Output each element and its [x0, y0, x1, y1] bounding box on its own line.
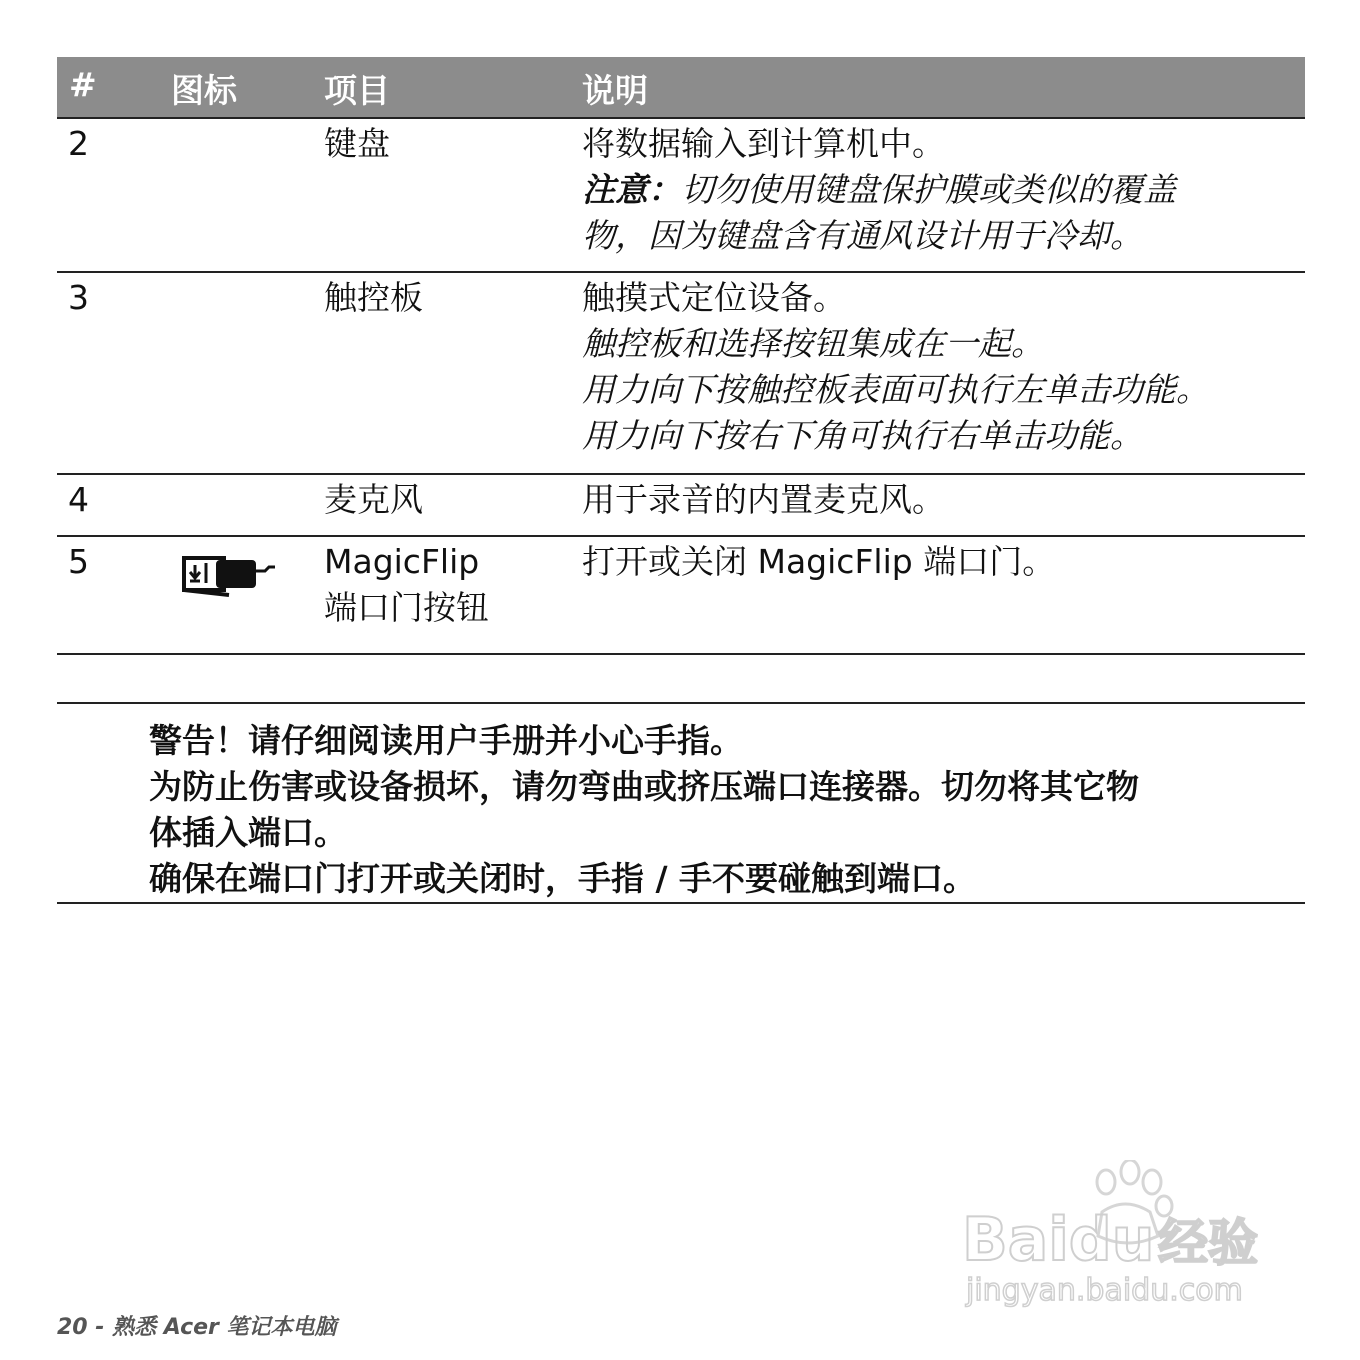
row-description — [582, 539, 1302, 585]
footer-title: 熟悉 Acer 笔记本电脑 — [112, 1315, 337, 1340]
description-italic-line: 物，因为键盘含有通风设计用于冷却。 — [582, 216, 1143, 255]
spec-table — [57, 57, 1305, 655]
description-line: 触摸式定位设备。 — [582, 278, 846, 317]
description-note-line — [582, 167, 1302, 213]
item-line: 键盘 — [324, 124, 390, 163]
description-line: 打开或关闭 MagicFlip 端口门。 — [582, 542, 1056, 581]
row-number: 3 — [68, 278, 89, 317]
table-row — [57, 119, 1305, 273]
header-num: # — [69, 65, 97, 104]
item-line: 触控板 — [324, 278, 423, 317]
warning-line: 警告！请仔细阅读用户手册并小心手指。 — [149, 721, 743, 760]
baidu-watermark — [960, 1160, 1280, 1310]
row-description — [582, 275, 1302, 459]
row-number: 4 — [68, 480, 89, 519]
table-row — [57, 273, 1305, 475]
row-item — [324, 539, 489, 631]
watermark-url: jingyan.baidu.com — [966, 1273, 1243, 1308]
warning-line: 确保在端口门打开或关闭时，手指 / 手不要碰触到端口。 — [149, 859, 977, 898]
item-line: 麦克风 — [324, 480, 423, 519]
row-description — [582, 477, 1302, 523]
row-number: 5 — [68, 542, 89, 581]
table-header — [57, 57, 1305, 119]
header-item: 项目 — [324, 71, 390, 110]
description-italic-line: 触控板和选择按钮集成在一起。 — [582, 324, 1044, 363]
description-italic-line: 用力向下按右下角可执行右单击功能。 — [582, 416, 1143, 455]
description-line: 将数据输入到计算机中。 — [582, 124, 945, 163]
warning-text — [149, 718, 1309, 902]
watermark-suffix: 经验 — [1158, 1214, 1258, 1272]
baidu-paw-logo-icon — [960, 1160, 1280, 1310]
warning-box — [57, 702, 1305, 904]
table-row — [57, 537, 1305, 655]
magicflip-port-icon — [181, 553, 277, 611]
item-line: MagicFlip — [324, 542, 480, 581]
row-description — [582, 121, 1302, 259]
page-footer — [57, 1310, 337, 1341]
item-line: 端口门按钮 — [324, 588, 489, 627]
row-item — [324, 121, 390, 167]
warning-line: 为防止伤害或设备损坏，请勿弯曲或挤压端口连接器。切勿将其它物 — [149, 767, 1139, 806]
page-number: 20 - — [57, 1315, 105, 1340]
table-row — [57, 475, 1305, 537]
header-desc: 说明 — [582, 71, 648, 110]
description-line: 用于录音的内置麦克风。 — [582, 480, 945, 519]
note-text: 切勿使用键盘保护膜或类似的覆盖 — [681, 170, 1176, 209]
row-item — [324, 275, 423, 321]
header-icon: 图标 — [171, 71, 237, 110]
row-item — [324, 477, 423, 523]
note-label: 注意： — [582, 170, 681, 209]
watermark-brand: Baidu — [962, 1205, 1155, 1275]
row-number: 2 — [68, 124, 89, 163]
description-italic-line: 用力向下按触控板表面可执行左单击功能。 — [582, 370, 1209, 409]
warning-line: 体插入端口。 — [149, 813, 347, 852]
